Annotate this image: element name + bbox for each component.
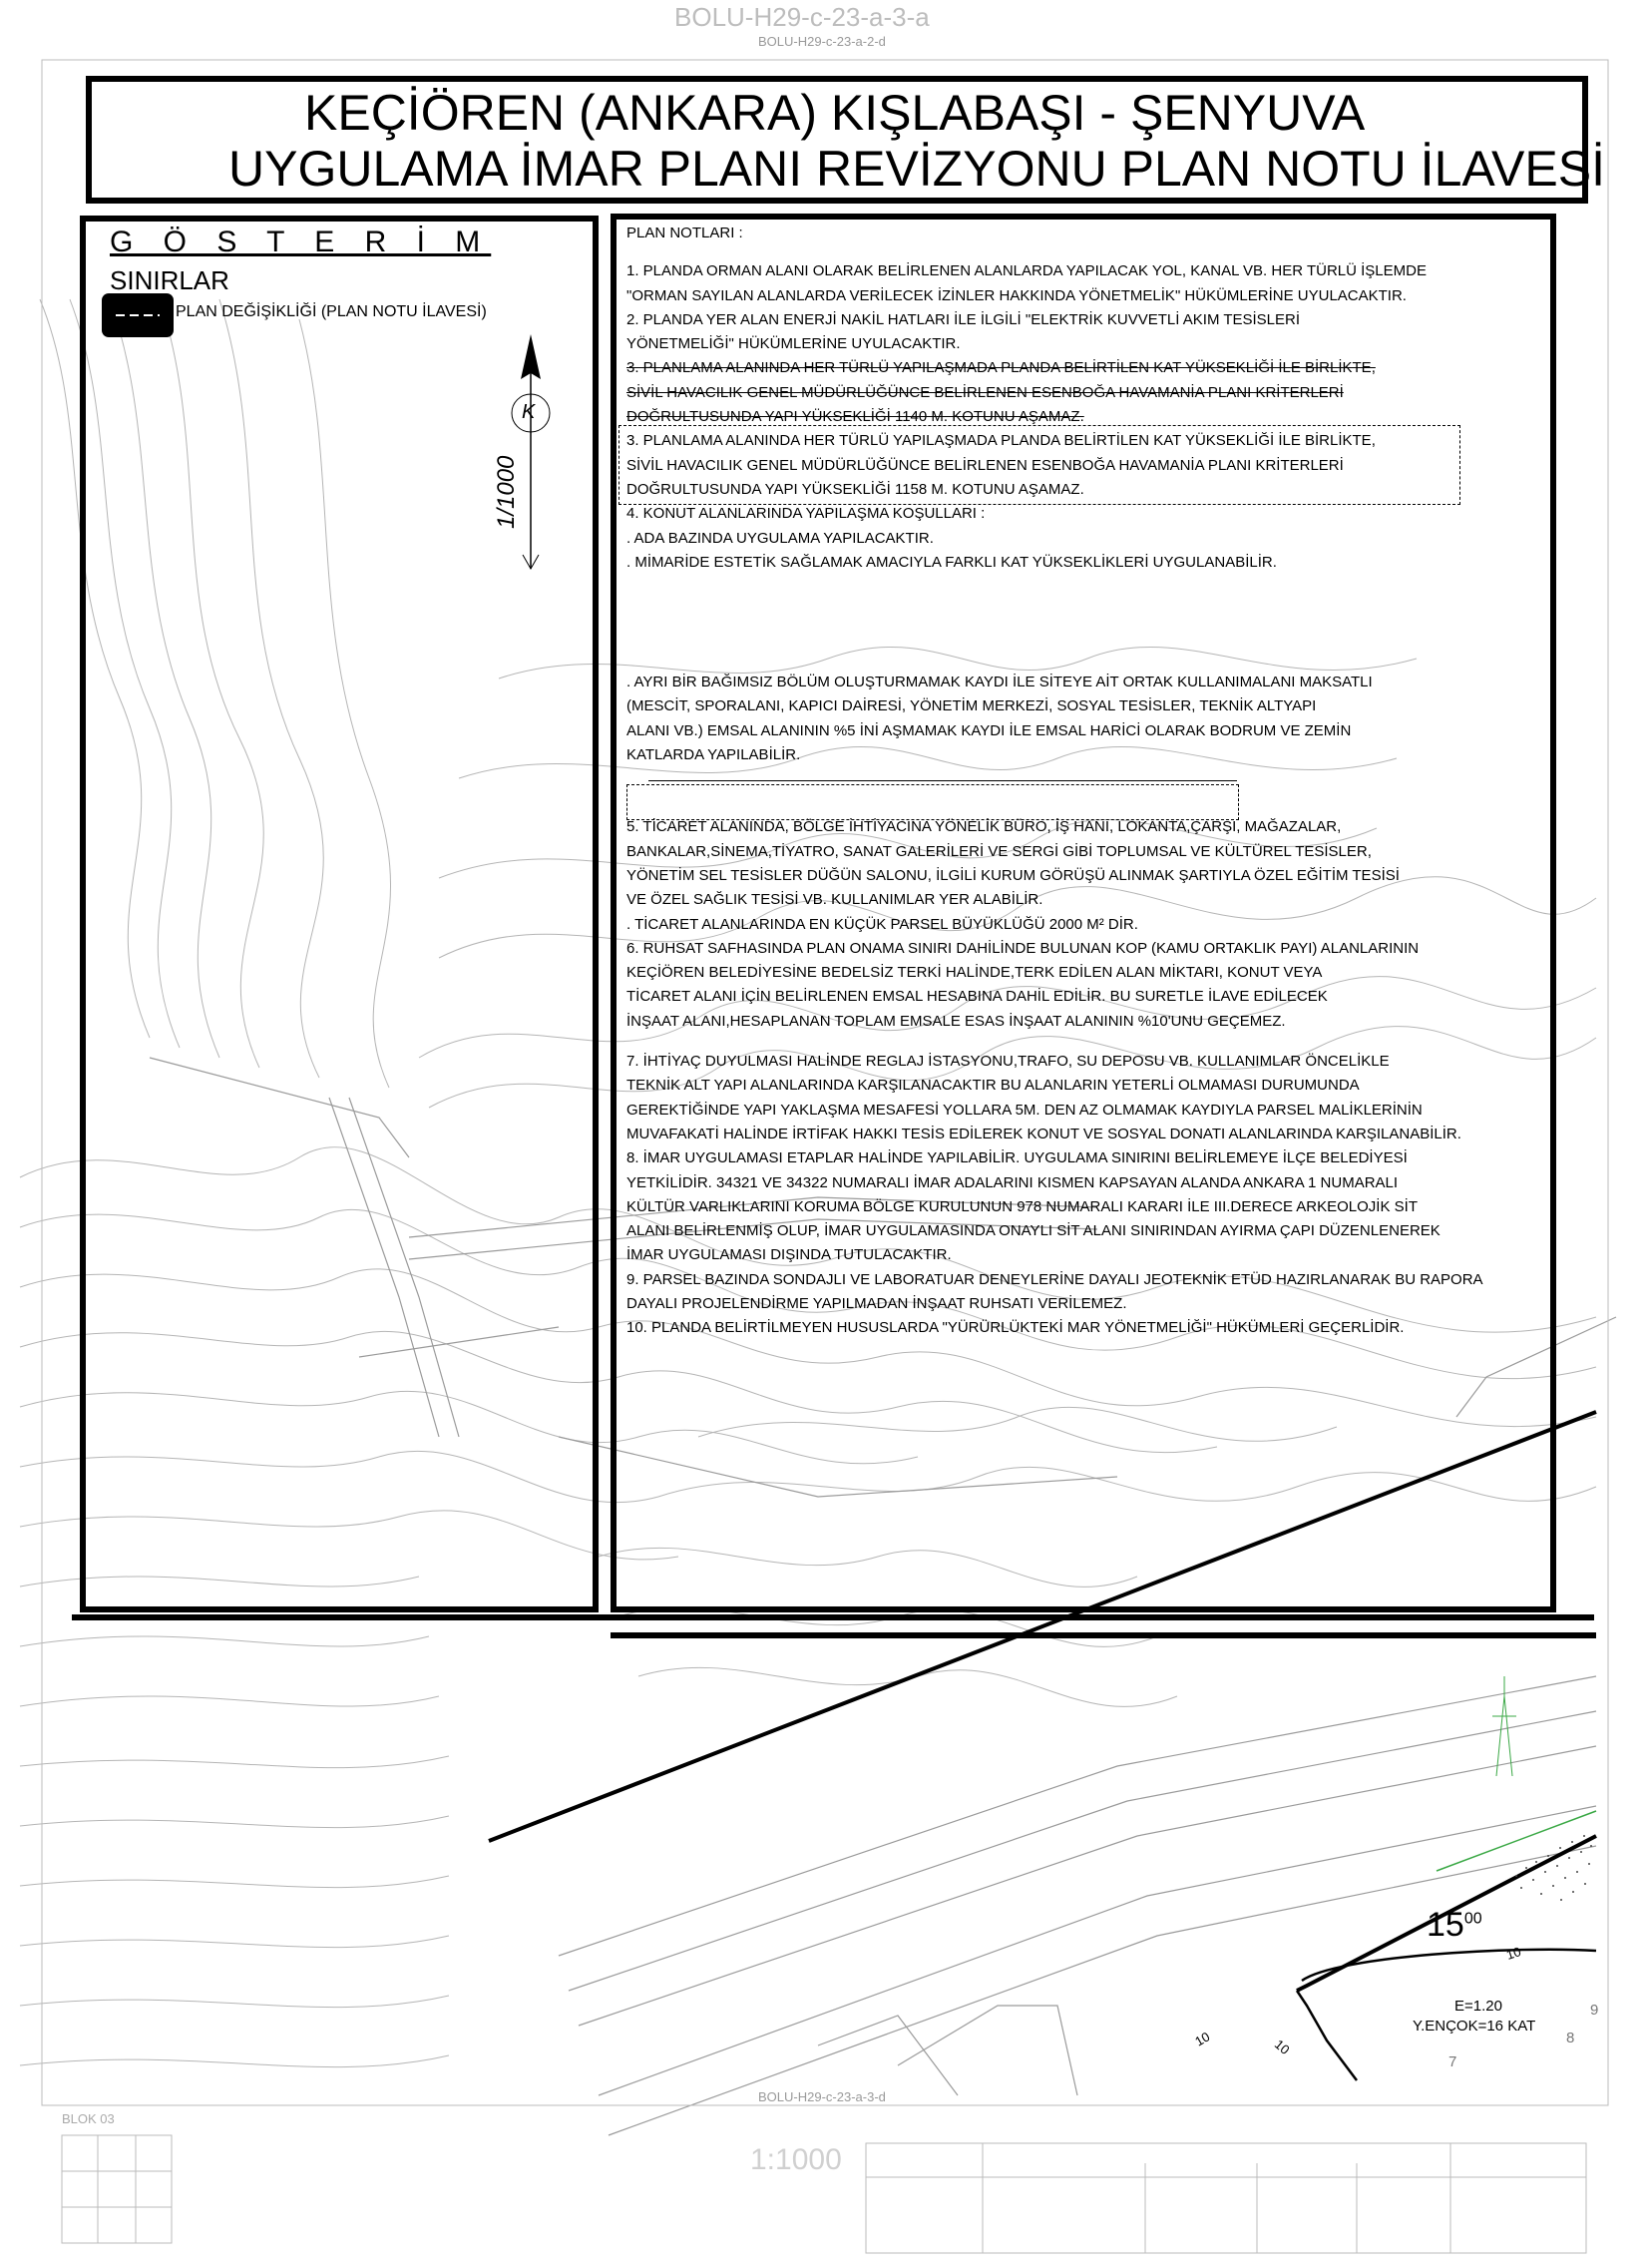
plan-notes-heading: PLAN NOTLARI :	[626, 225, 743, 241]
plan-note-line: DOĞRULTUSUNDA YAPI YÜKSEKLİĞİ 1158 M. KOTUNU AŞAMAZ.	[626, 480, 1084, 498]
plan-note-line: "ORMAN SAYILAN ALANLARDA VERİLECEK İZİNLER HAKKINDA YÖNETMELİK" HÜKÜMLERİNE UYULACAKTIR.	[626, 286, 1407, 304]
plan-note-line	[626, 767, 1564, 783]
north-letter: K	[522, 401, 536, 423]
plan-note-line: 10. PLANDA BELİRTİLMEYEN HUSUSLARDA "YÜRÜRLÜKTEKİ MAR YÖNETMELİĞİ" HÜKÜMLERİ GEÇERLİDİR.	[626, 1319, 1405, 1337]
plan-note-line	[626, 575, 1564, 671]
map-scale: 1/1000	[493, 455, 520, 529]
sheet-name-top: BOLU-H29-c-23-a-3-a	[674, 2, 930, 32]
plan-note-line: MUVAFAKATİ HALİNDE İRTİFAK HAKKI TESİS EDİLEREK KONUT VE SOSYAL DONATI ALANLARINDA KARŞILANABİLİR.	[626, 1125, 1461, 1142]
plan-note-line	[626, 783, 1564, 799]
footer-block: BLOK 03	[62, 2111, 115, 2126]
plan-note-line: SİVİL HAVACILIK GENEL MÜDÜRLÜĞÜNCE BELİRLENEN ESENBOĞA HAVAMANİA PLANI KRİTERLERİ	[626, 383, 1344, 401]
title-line-2: UYGULAMA İMAR PLANI REVİZYONU PLAN NOTU İLAVESİ	[228, 141, 1605, 197]
title-line-1: KEÇİÖREN (ANKARA) KIŞLABAŞI - ŞENYUVA	[304, 85, 1366, 141]
plan-note-line: TEKNİK ALT YAPI ALANLARINDA KARŞILANACAKTIR BU ALANLARIN YETERLİ OLMAMASI DURUMUNDA	[626, 1077, 1360, 1095]
plan-notes	[626, 222, 1564, 1341]
legend-section-title: SINIRLAR	[110, 265, 229, 295]
plan-note-line: TİCARET ALANI İÇİN BELİRLENEN EMSAL HESABINA DAHİL EDİLİR. BU SURETLE İLAVE EDİLECEK	[626, 988, 1328, 1006]
plan-note-line: SİVİL HAVACILIK GENEL MÜDÜRLÜĞÜNCE BELİRLENEN ESENBOĞA HAVAMANİA PLANI KRİTERLERİ	[626, 456, 1344, 474]
road-width-sup: 00	[1463, 1910, 1482, 1928]
plan-note-line: . ADA BAZINDA UYGULAMA YAPILACAKTIR.	[626, 529, 934, 547]
parcel-number-7: 7	[1448, 2053, 1457, 2070]
bottom-rule	[72, 1614, 1594, 1620]
plan-note-line: (MESCİT, SPORALANI, KAPICI DAİRESİ, YÖNETİM MERKEZİ, SOSYAL TESİSLER, TEKNİK ALTYAPI	[626, 697, 1317, 715]
plan-note-line: KATLARDA YAPILABİLİR.	[626, 746, 801, 764]
legend-frame	[80, 216, 599, 1612]
emsal-label: E=1.20	[1454, 1998, 1502, 2015]
plan-note-line: 3. PLANLAMA ALANINDA HER TÜRLÜ YAPILAŞMADA PLANDA BELİRTİLEN KAT YÜKSEKLİĞİ İLE BİRLİKTE,	[626, 432, 1376, 450]
road-width	[1427, 1906, 1482, 1945]
plan-note-line: DAYALI PROJELENDİRME YAPILMADAN İNŞAAT RUHSATI VERİLEMEZ.	[626, 1294, 1127, 1312]
sheet-name-bottom: BOLU-H29-c-23-a-3-d	[758, 2089, 886, 2104]
plan-notes-list	[626, 259, 1564, 1340]
road-width-value: 15	[1427, 1906, 1464, 1944]
plan-note-line: DOĞRULTUSUNDA YAPI YÜKSEKLİĞİ 1140 M. KOTUNU AŞAMAZ.	[626, 408, 1084, 426]
plan-note-line: . TİCARET ALANLARINDA EN KÜÇÜK PARSEL BÜYÜKLÜĞÜ 2000 M² DİR.	[626, 915, 1138, 933]
plan-note-line: 7. İHTİYAÇ DUYULMASI HALİNDE REGLAJ İSTASYONU,TRAFO, SU DEPOSU VB. KULLANIMLAR ÖNCELİKLE	[626, 1053, 1390, 1071]
sheet-name-top-sub: BOLU-H29-c-23-a-2-d	[758, 34, 886, 49]
plan-note-line	[626, 1034, 1564, 1050]
legend-heading: G Ö S T E R İ M	[110, 226, 492, 258]
plan-note-line: . AYRI BİR BAĞIMSIZ BÖLÜM OLUŞTURMAMAK KAYDI İLE SİTEYE AİT ORTAK KULLANIMALANI MAKSATLI	[626, 674, 1373, 691]
plan-note-line: VE ÖZEL SAĞLIK TESİSİ VB. KULLANIMLAR YER ALABİLİR.	[626, 891, 1043, 909]
plan-note-line: 8. İMAR UYGULAMASI ETAPLAR HALİNDE YAPILABİLİR. UYGULAMA SINIRINI BELİRLEMEYE İLÇE BELEDİYESİ	[626, 1149, 1408, 1167]
plan-note-line: KEÇİÖREN BELEDİYESİNE BEDELSİZ TERKİ HALİNDE,TERK EDİLEN ALAN MİKTARI, KONUT VEYA	[626, 964, 1323, 982]
footer-scale: 1:1000	[750, 2143, 842, 2176]
legend-item-label: PLAN DEĞİŞİKLİĞİ (PLAN NOTU İLAVESİ)	[176, 303, 487, 320]
parcel-number-9: 9	[1590, 2002, 1599, 2019]
plan-note-line: 9. PARSEL BAZINDA SONDAJLI VE LABORATUAR DENEYLERİNE DAYALI JEOTEKNİK ETÜD HAZIRLANARAK BU RAPORA	[626, 1270, 1483, 1288]
plan-note-line: 5. TİCARET ALANINDA, BÖLGE İHTİYACINA YÖNELİK BÜRO, İŞ HANI, LOKANTA,ÇARŞI, MAĞAZALAR,	[626, 818, 1342, 836]
plan-note-line: GEREKTİĞİNDE YAPI YAKLAŞMA MESAFESİ YOLLARA 5M. DEN AZ OLMAMAK KAYDIYLA PARSEL MALİKLERİNİN	[626, 1101, 1423, 1119]
plan-note-line: . MİMARİDE ESTETİK SAĞLAMAK AMACIYLA FARKLI KAT YÜKSEKLİKLERİ UYGULANABİLİR.	[626, 553, 1277, 571]
plan-note-line: 1. PLANDA ORMAN ALANI OLARAK BELİRLENEN ALANLARDA YAPILACAK YOL, KANAL VB. HER TÜRLÜ İŞLEMDE	[626, 262, 1427, 280]
plan-note-line	[626, 799, 1564, 815]
bottom-rule-2	[611, 1632, 1596, 1638]
plan-note-line: İMAR UYGULAMASI DIŞINDA TUTULACAKTIR.	[626, 1246, 952, 1264]
plan-note-line: ALANI BELİRLENMİŞ OLUP, İMAR UYGULAMASINDA ONAYLI SİT ALANI SINIRINDAN AYIRMA ÇAPI DÜZENLENEREK	[626, 1222, 1441, 1240]
height-label: Y.ENÇOK=16 KAT	[1413, 2018, 1536, 2035]
plan-note-line: İNŞAAT ALANI,HESAPLANAN TOPLAM EMSALE ESAS İNŞAAT ALANININ %10'UNU GEÇEMEZ.	[626, 1012, 1286, 1030]
road-number-1: 10	[1504, 1944, 1523, 1963]
road-number-3: 10	[1271, 2037, 1293, 2057]
plan-note-line: 2. PLANDA YER ALAN ENERJİ NAKİL HATLARI İLE İLGİLİ "ELEKTRİK KUVVETLİ AKIM TESİSLERİ	[626, 310, 1301, 328]
plan-note-line: 3. PLANLAMA ALANINDA HER TÜRLÜ YAPILAŞMADA PLANDA BELİRTİLEN KAT YÜKSEKLİĞİ İLE BİRLİKTE,	[626, 359, 1376, 377]
road-number-2: 10	[1192, 2029, 1213, 2049]
plan-note-line: KÜLTÜR VARLIKLARINI KORUMA BÖLGE KURULUNUN 978 NUMARALI KARARI İLE III.DERECE ARKEOLOJİK SİT	[626, 1197, 1418, 1215]
plan-note-line: ALANI VB.) EMSAL ALANININ %5 İNİ AŞMAMAK KAYDI İLE EMSAL HARİCİ OLARAK BODRUM VE ZEMİN	[626, 721, 1352, 739]
plan-note-line: YETKİLİDİR. 34321 VE 34322 NUMARALI İMAR ADALARINI KISMEN KAPSAYAN ALANDA ANKARA 1 NUMARALI	[626, 1173, 1399, 1191]
plan-note-line: 6. RUHSAT SAFHASINDA PLAN ONAMA SINIRI DAHİLİNDE BULUNAN KOP (KAMU ORTAKLIK PAYI) ALANLARININ	[626, 939, 1420, 957]
plan-note-line: 4. KONUT ALANLARINDA YAPILAŞMA KOŞULLARI :	[626, 505, 986, 523]
plan-note-line: YÖNETİM SEL TESİSLER DÜĞÜN SALONU, İLGİLİ KURUM GÖRÜŞÜ ALINMAK ŞARTIYLA ÖZEL EĞİTİM TESİSİ	[626, 866, 1400, 884]
plan-note-line: BANKALAR,SİNEMA,TİYATRO, SANAT GALERİLERİ VE SERGİ GİBİ TOPLUMSAL VE KÜLTÜREL TESİSLER,	[626, 842, 1372, 860]
plan-note-line: YÖNETMELİĞİ" HÜKÜMLERİNE UYULACAKTIR.	[626, 335, 961, 353]
parcel-number-8: 8	[1566, 2030, 1575, 2046]
